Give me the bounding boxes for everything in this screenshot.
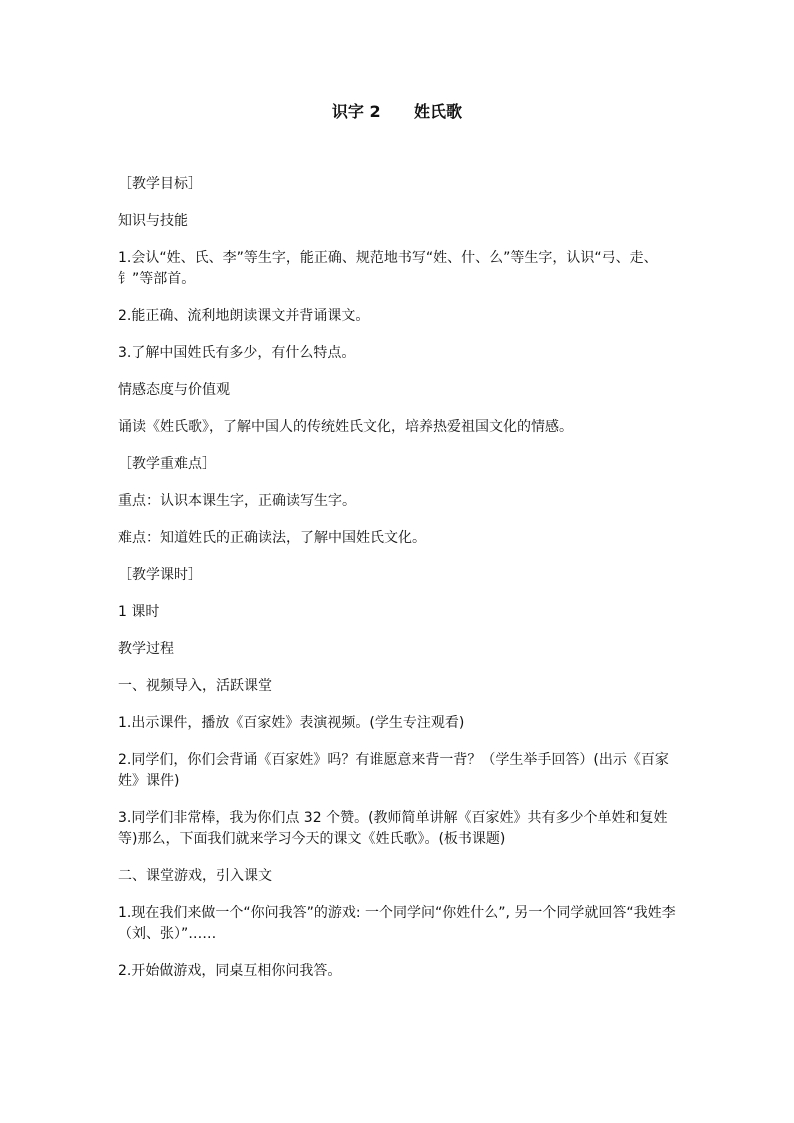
key-point: 重点：认识本课生字，正确读写生字。 xyxy=(118,493,356,509)
emotion-goal: 诵读《姓氏歌》，了解中国人的传统姓氏文化，培养热爱祖国文化的情感。 xyxy=(118,419,573,435)
process-step-1-3: 3.同学们非常棒，我为你们点 32 个赞。(教师简单讲解《百家姓》共有多少个单姓和复姓等)那么，下面我们就来学习今天的课文《姓氏歌》。(板书课题) xyxy=(118,810,668,847)
class-hours-value: 1 课时 xyxy=(118,604,160,620)
section-video-intro: 一、视频导入，活跃课堂 xyxy=(118,678,272,694)
goal-item-3: 3.了解中国姓氏有多少，有什么特点。 xyxy=(118,345,356,361)
goal-item-2: 2.能正确、流利地朗读课文并背诵课文。 xyxy=(118,308,370,324)
process-step-1-1: 1.出示课件，播放《百家姓》表演视频。(学生专注观看) xyxy=(118,715,465,731)
heading-teaching-process: 教学过程 xyxy=(118,641,174,657)
heading-teaching-goals: ［教学目标］ xyxy=(118,176,202,192)
process-step-2-2: 2.开始做游戏，同桌互相你问我答。 xyxy=(118,963,342,979)
goal-item-1: 1.会认“姓、氏、李”等生字，能正确、规范地书写“姓、什、么”等生字，认识“弓、走、钅”等部首。 xyxy=(118,250,658,287)
subheading-emotion-values: 情感态度与价值观 xyxy=(118,382,230,398)
process-step-1-2: 2.同学们，你们会背诵《百家姓》吗？有谁愿意来背一背？（学生举手回答）(出示《百家姓》课件) xyxy=(118,752,669,789)
heading-class-hours: ［教学课时］ xyxy=(118,567,202,583)
document-title: 识字 2 姓氏歌 xyxy=(331,102,463,121)
section-class-game: 二、课堂游戏，引入课文 xyxy=(118,868,272,884)
process-step-2-1: 1.现在我们来做一个“你问我答”的游戏: 一个同学问“你姓什么”, 另一个同学就回答“我姓李（刘、张）”…… xyxy=(118,905,676,942)
difficult-point: 难点：知道姓氏的正确读法，了解中国姓氏文化。 xyxy=(118,530,426,546)
heading-key-points: ［教学重难点］ xyxy=(118,456,216,472)
document-body xyxy=(118,174,678,998)
subheading-knowledge-skills: 知识与技能 xyxy=(118,213,188,229)
